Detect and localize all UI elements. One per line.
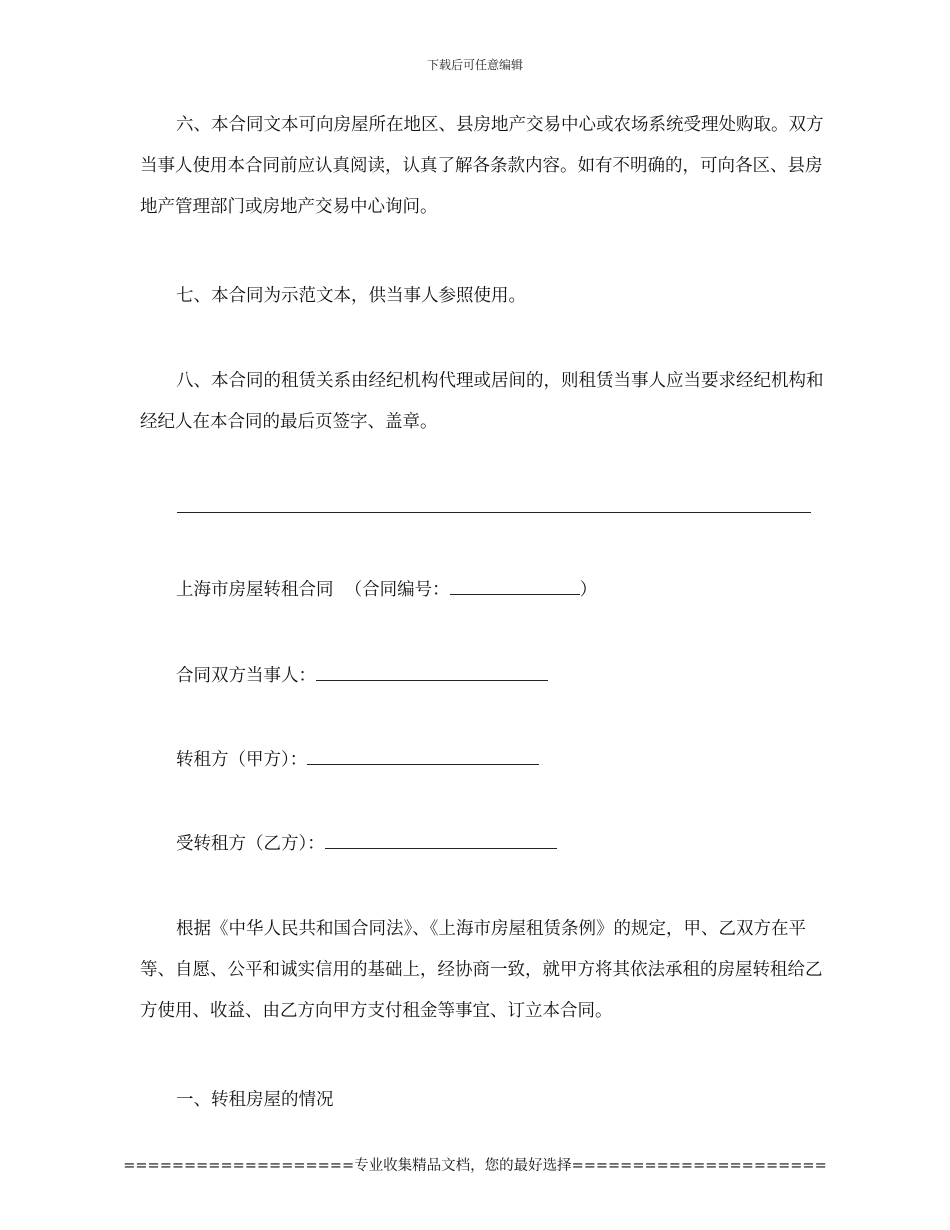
- sublessor-label: 转租方（甲方）：: [176, 750, 308, 770]
- sublessor-blank[interactable]: [307, 748, 539, 765]
- sublessee-line: [176, 832, 557, 856]
- sublessor-line: [176, 748, 539, 772]
- sublessee-blank[interactable]: [325, 832, 557, 849]
- contract-number-label: （合同编号：: [344, 580, 450, 600]
- sublessee-label: 受转租方（乙方）：: [176, 834, 325, 854]
- contract-number-blank[interactable]: [450, 578, 580, 595]
- contract-title: 上海市房屋转租合同: [176, 580, 334, 600]
- contract-title-line: [176, 578, 597, 602]
- clause-6-paragraph: 六、本合同文本可向房屋所在地区、县房地产交易中心或农场系统受理处购取。双方当事人使用本合同前应认真阅读，认真了解各条款内容。如有不明确的，可向各区、县房地产管理部门或房地产交易中心询问。: [140, 115, 824, 217]
- page-footer: ===================专业收集精品文档，您的最好选择=====================: [123, 1158, 827, 1174]
- parties-line: [176, 664, 548, 688]
- clause-8-paragraph: 八、本合同的租赁关系由经纪机构代理或居间的，则租赁当事人应当要求经纪机构和经纪人在本合同的最后页签字、盖章。: [140, 371, 824, 432]
- contract-number-close: ）: [579, 580, 598, 600]
- section-1-heading: 一、转租房屋的情况: [176, 1090, 334, 1110]
- preamble-paragraph: 根据《中华人民共和国合同法》、《上海市房屋租赁条例》的规定，甲、乙双方在平等、自愿、公平和诚实信用的基础上，经协商一致，就甲方将其依法承租的房屋转租给乙方使用、收益、由乙方向甲方支付租金等事宜、订立本合同。: [140, 919, 823, 1021]
- parties-label: 合同双方当事人：: [176, 666, 316, 686]
- clause-7-paragraph: 七、本合同为示范文本，供当事人参照使用。: [176, 286, 526, 306]
- section-divider: [177, 512, 811, 513]
- parties-blank[interactable]: [316, 664, 548, 681]
- page-header: 下载后可任意编辑: [426, 58, 523, 72]
